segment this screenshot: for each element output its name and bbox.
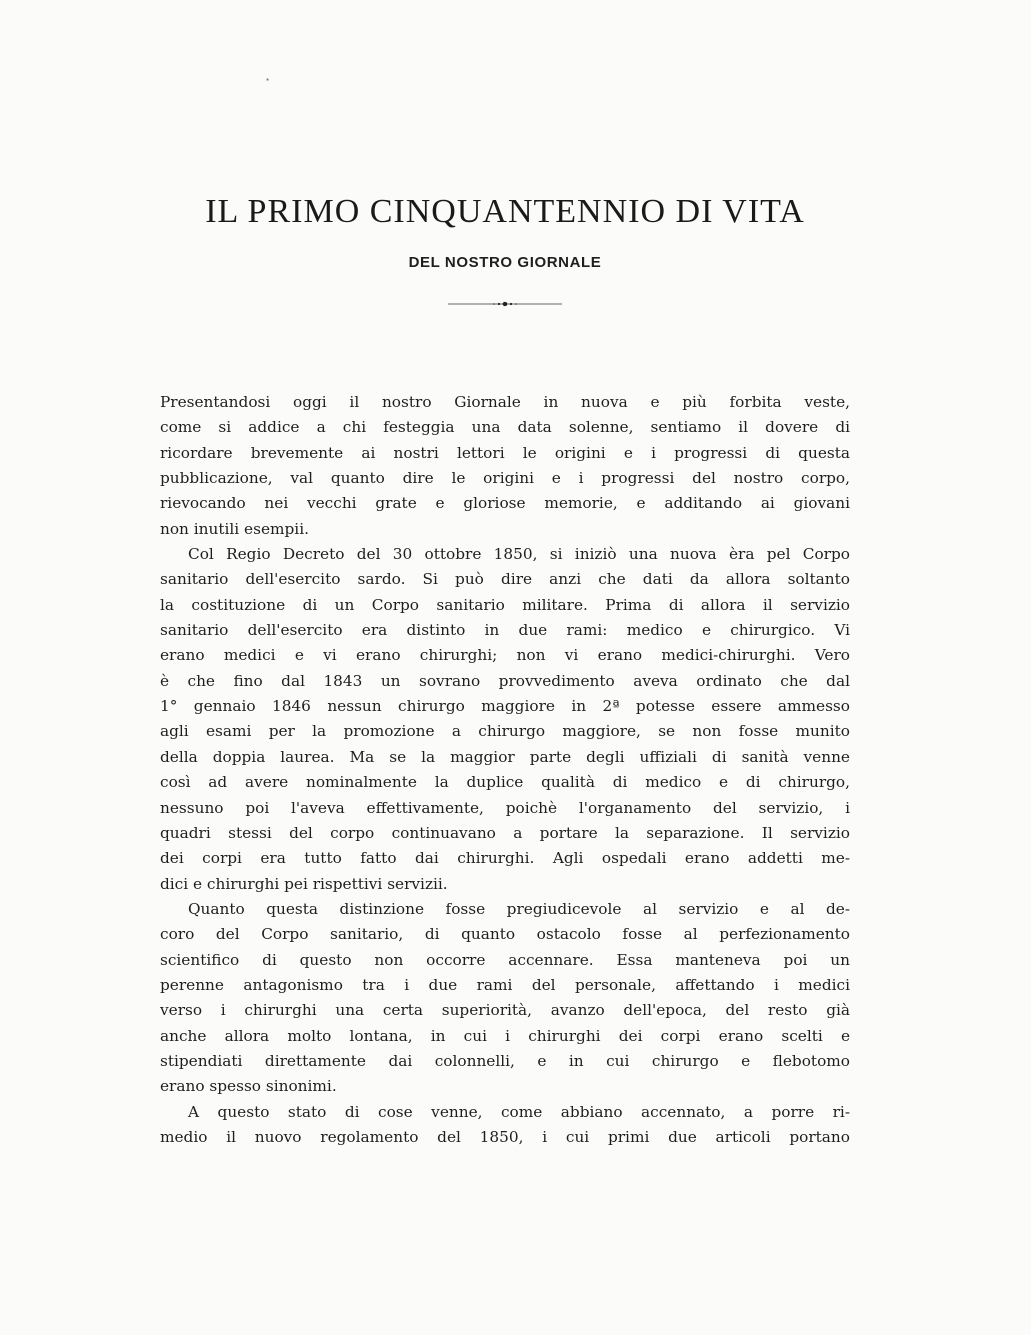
paragraph-3-line-8: erano spesso sinonimi.	[160, 1077, 337, 1096]
paragraph-2-line-9: della doppia laurea. Ma se la maggior parte degli uffiziali di sanità venne	[160, 747, 850, 766]
paragraph-3-line-1: Quanto questa distinzione fosse pregiudicevole al servizio e al de-	[188, 899, 850, 918]
paragraph-3-line-4: perenne antagonismo tra i due rami del personale, affettando i medici	[160, 975, 850, 994]
paragraph-2	[160, 542, 850, 897]
paragraph-2-line-10: così ad avere nominalmente la duplice qualità di medico e di chirurgo,	[160, 773, 850, 792]
paragraph-3-line-5: verso i chirurghi una certa superiorità, avanzo dell'epoca, del resto già	[160, 1001, 850, 1020]
title-ornament	[160, 292, 850, 316]
paragraph-2-line-2: sanitario dell'esercito sardo. Si può dire anzi che dati da allora soltanto	[160, 570, 850, 589]
paragraph-2-line-11: nessuno poi l'aveva effettivamente, poichè l'organamento del servizio, i	[160, 798, 850, 817]
document-page	[160, 188, 850, 1150]
paragraph-3-line-3: scientifico di questo non occorre accennare. Essa manteneva poi un	[160, 950, 850, 969]
paragraph-2-line-13: dei corpi era tutto fatto dai chirurghi. Agli ospedali erano addetti me-	[160, 849, 850, 868]
document-title: IL PRIMO CINQUANTENNIO DI VITA	[205, 193, 805, 230]
paragraph-1-line-6: non inutili esempii.	[160, 519, 309, 538]
paragraph-1-line-1: Presentandosi oggi il nostro Giornale in nuova e più forbita veste,	[160, 393, 850, 411]
paragraph-2-line-12: quadri stessi del corpo continuavano a portare la separazione. Il servizio	[160, 823, 850, 842]
paragraph-2-line-4: sanitario dell'esercito era distinto in due rami: medico e chirurgico. Vi	[160, 621, 850, 640]
paragraph-2-line-14: dici e chirurghi pei rispettivi servizii.	[160, 874, 448, 893]
document-subtitle: DEL NOSTRO GIORNALE	[408, 254, 602, 271]
paragraph-4	[160, 1100, 850, 1151]
paragraph-4-line-1: A questo stato di cose venne, come abbiano accennato, a porre ri-	[188, 1102, 850, 1121]
paragraph-1-line-2: come si addice a chi festeggia una data solenne, sentiamo il dovere di	[160, 418, 850, 437]
paragraph-1	[160, 390, 850, 542]
paragraph-2-line-1: Col Regio Decreto del 30 ottobre 1850, si iniziò una nuova èra pel Corpo	[188, 545, 850, 564]
article-body	[160, 390, 850, 1150]
paragraph-4-line-2: medio il nuovo regolamento del 1850, i cui primi due articoli portano	[160, 1127, 850, 1146]
scan-mark: *	[266, 77, 270, 86]
paragraph-2-line-7: 1° gennaio 1846 nessun chirurgo maggiore in 2ª potesse essere ammesso	[160, 697, 850, 716]
decorative-divider-icon	[448, 294, 562, 314]
paragraph-3-line-2: coro del Corpo sanitario, di quanto ostacolo fosse al perfezionamento	[160, 925, 850, 944]
paragraph-3-line-7: stipendiati direttamente dai colonnelli, e in cui chirurgo e flebotomo	[160, 1051, 850, 1070]
paragraph-2-line-6: è che fino dal 1843 un sovrano provvedimento aveva ordinato che dal	[160, 671, 850, 690]
paragraph-2-line-8: agli esami per la promozione a chirurgo maggiore, se non fosse munito	[160, 722, 850, 741]
paragraph-2-line-5: erano medici e vi erano chirurghi; non vi erano medici-chirurghi. Vero	[160, 646, 850, 665]
paragraph-3	[160, 897, 850, 1100]
paragraph-1-line-4: pubblicazione, val quanto dire le origini e i progressi del nostro corpo,	[160, 469, 850, 488]
paragraph-1-line-5: rievocando nei vecchi grate e gloriose memorie, e additando ai giovani	[160, 494, 850, 513]
paragraph-3-line-6: anche allora molto lontana, in cui i chirurghi dei corpi erano scelti e	[160, 1026, 850, 1045]
paragraph-1-line-3: ricordare brevemente ai nostri lettori le origini e i progressi di questa	[160, 443, 850, 462]
paragraph-2-line-3: la costituzione di un Corpo sanitario militare. Prima di allora il servizio	[160, 595, 850, 614]
